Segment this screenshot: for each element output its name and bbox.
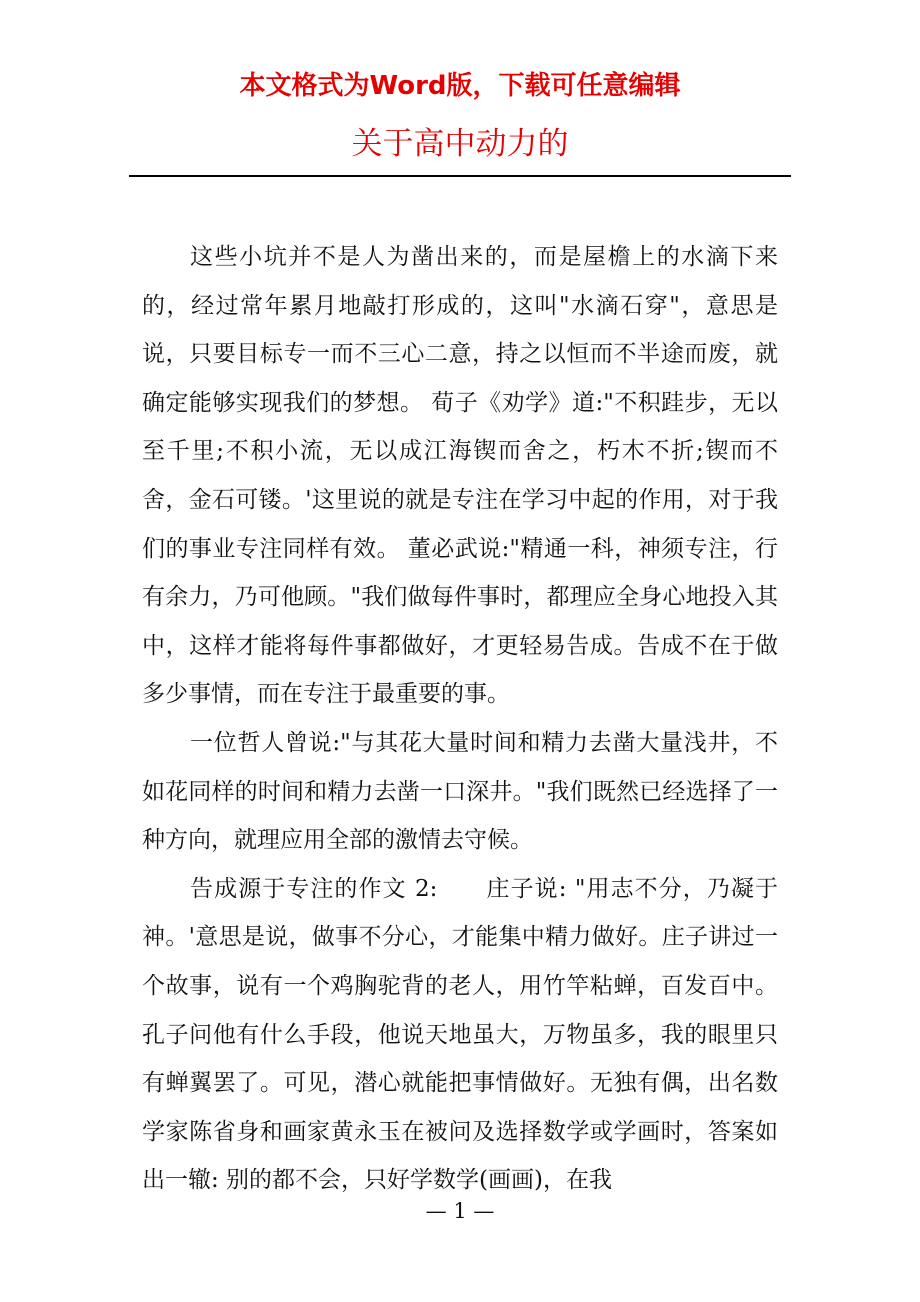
page-number: — 1 —: [425, 1199, 495, 1223]
title-divider: [129, 175, 791, 177]
format-notice: 本文格式为Word版，下载可任意编辑: [239, 71, 681, 101]
body-paragraph-1: 这些小坑并不是人为凿出来的，而是屋檐上的水滴下来的，经过常年累月地敲打形成的，这叫"水滴石穿"，意思是说，只要目标专一而不三心二意，持之以恒而不半途而废，就确定能够实现我们的梦想。 荀子《劝学》道:"不积跬步，无以至千里;不积小流，无以成江海锲而舍之，朽木不折;锲而不舍，金石可镂。'这里说的就是专注在学习中起的作用，对于我们的事业专注同样有效。 董必武说:"精通一科，神须专注，行有余力，乃可他顾。"我们做每件事时，都理应全身心地投入其中，这样才能将每件事都做好，才更轻易告成。告成不在于做多少事情，而在专注于最重要的事。: [142, 244, 778, 708]
document-title: 关于高中动力的: [351, 126, 569, 162]
document-body: [142, 233, 778, 1205]
body-paragraph-3: 告成源于专注的作文 2: 庄子说: "用志不分，乃凝于神。'意思是说，做事不分心，才能集中精力做好。庄子讲过一个故事，说有一个鸡胸驼背的老人，用竹竿粘蝉，百发百中。孔子问他有什么手段，他说天地虽大，万物虽多，我的眼里只有蝉翼罢了。可见，潜心就能把事情做好。无独有偶，出名数学家陈省身和画家黄永玉在被问及选择数学或学画时，答案如出一辙: 别的都不会，只好学数学(画画)，在我: [142, 875, 778, 1194]
body-paragraph-2: 一位哲人曾说:"与其花大量时间和精力去凿大量浅井，不如花同样的时间和精力去凿一口深井。"我们既然已经选择了一种方向，就理应用全部的激情去守候。: [142, 729, 778, 854]
